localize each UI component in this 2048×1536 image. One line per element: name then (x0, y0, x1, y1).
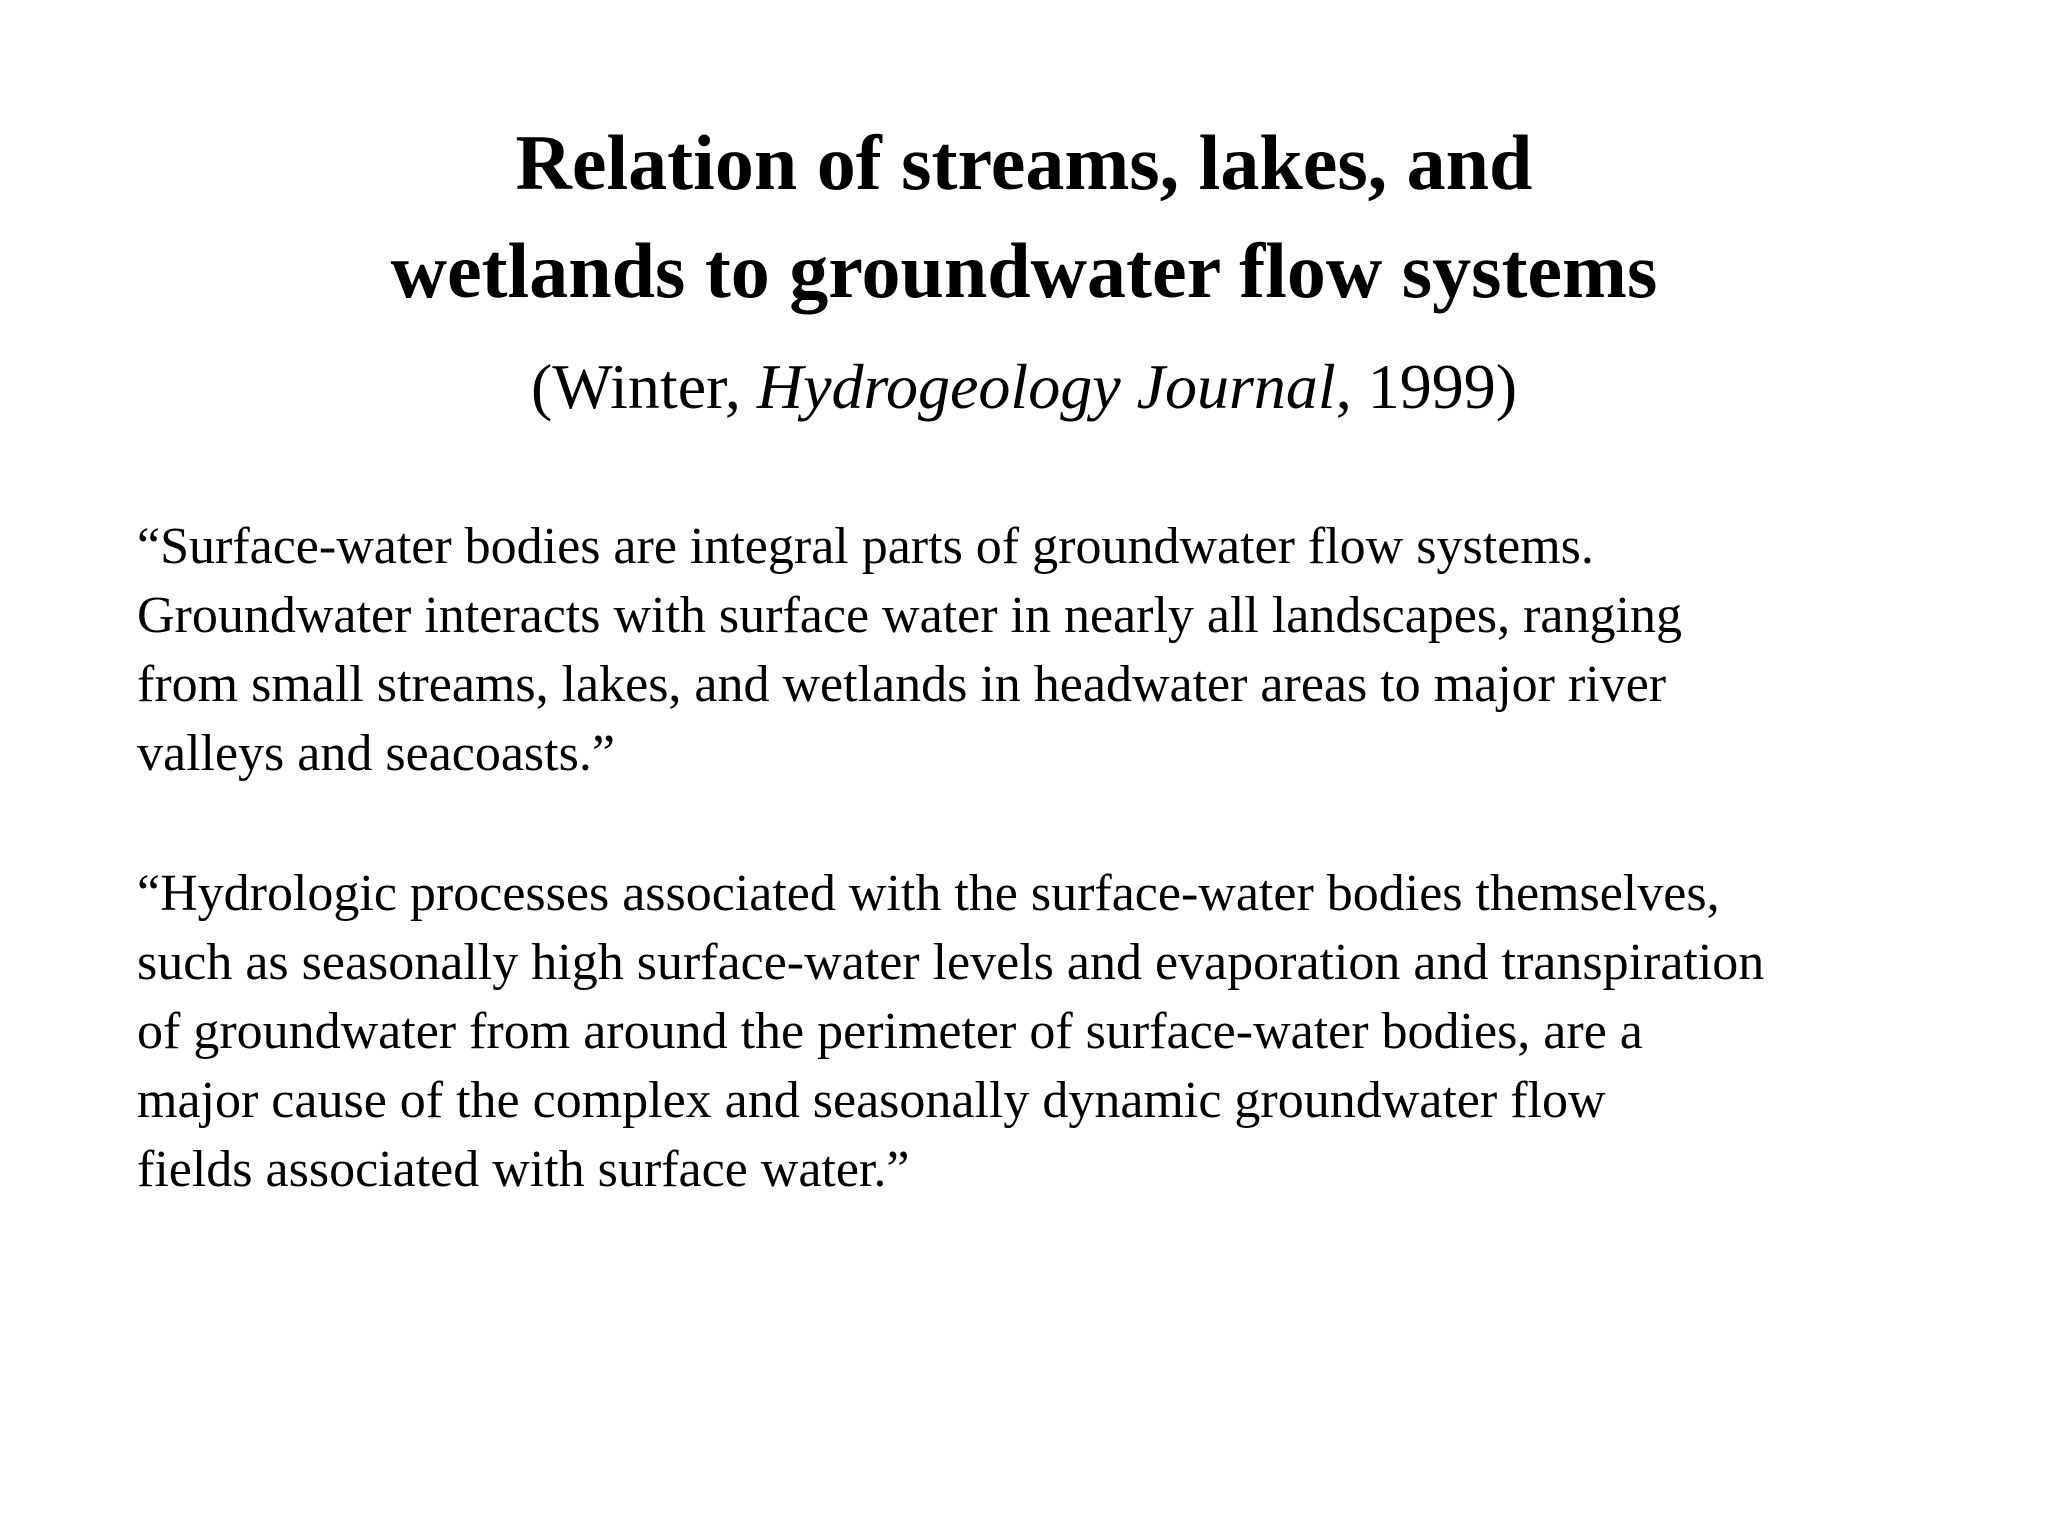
quote-2 (137, 859, 2017, 1204)
citation-year: , 1999) (1335, 351, 1518, 422)
quote-2-line-1: “Hydrologic processes associated with the surface-water bodies themselves, (137, 865, 1720, 922)
quote-1-line-4: valleys and seacoasts.” (137, 725, 615, 782)
citation-author: (Winter, (530, 351, 757, 422)
quote-2-line-2: such as seasonally high surface-water levels and evaporation and transpiration (137, 934, 1765, 991)
quote-1-line-3: from small streams, lakes, and wetlands in headwater areas to major river (137, 656, 1667, 713)
quote-2-line-3: of groundwater from around the perimeter of surface-water bodies, are a (137, 1003, 1643, 1060)
quote-1-line-1: “Surface-water bodies are integral parts of groundwater flow systems. (137, 518, 1594, 575)
slide-title-line-1: Relation of streams, lakes, and (515, 119, 1533, 206)
citation (0, 352, 2048, 422)
quote-2-line-5: fields associated with surface water.” (137, 1141, 910, 1198)
quote-2-line-4: major cause of the complex and seasonally dynamic groundwater flow (137, 1072, 1606, 1129)
quote-1 (137, 512, 2017, 788)
quote-1-line-2: Groundwater interacts with surface water in nearly all landscapes, ranging (137, 587, 1682, 644)
citation-journal: Hydrogeology Journal (756, 351, 1336, 422)
slide-title-line-2: wetlands to groundwater flow systems (390, 227, 1658, 314)
